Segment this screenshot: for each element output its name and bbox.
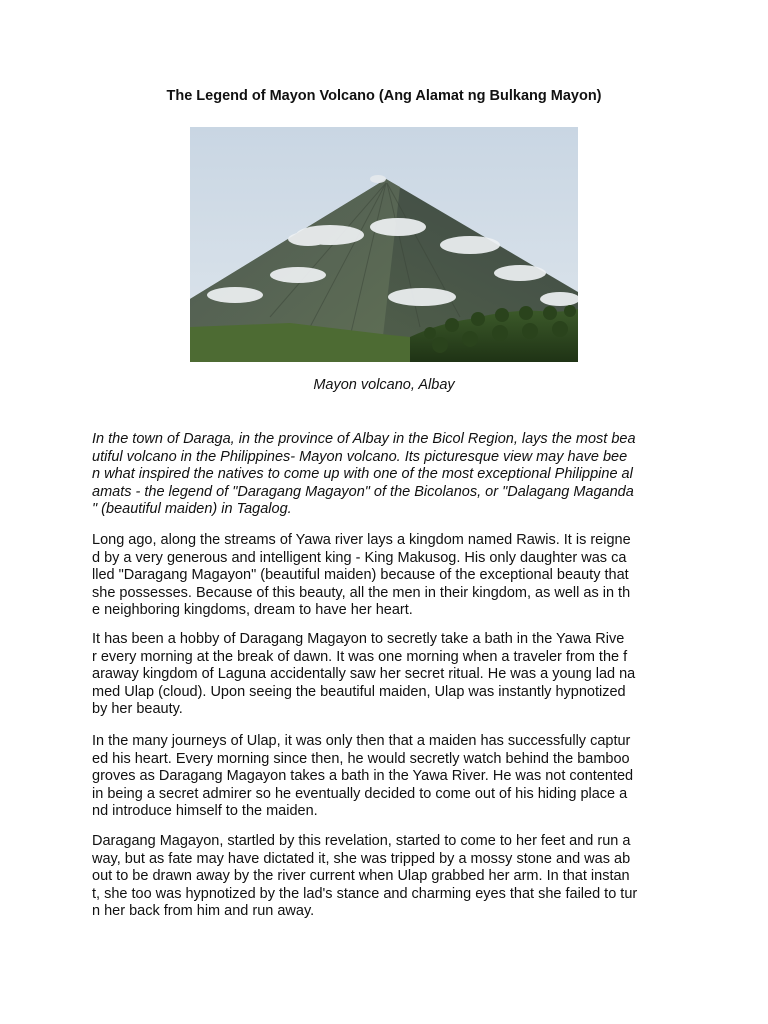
paragraph-line: n what inspired the natives to come up with one of the most exceptional Philippine al (92, 466, 633, 482)
paragraph-line: In the town of Daraga, in the province of Albay in the Bicol Region, lays the most bea (92, 431, 636, 447)
paragraph-line: med Ulap (cloud). Upon seeing the beautiful maiden, Ulap was instantly hypnotized (92, 683, 626, 700)
paragraph-line: utiful volcano in the Philippines- Mayon volcano. Its picturesque view may have bee (92, 448, 628, 465)
paragraph-journeys (92, 733, 682, 821)
paragraph-line: lled "Daragang Magayon" (beautiful maiden) because of the exceptional beauty that (92, 567, 629, 583)
paragraph-line: r every morning at the break of dawn. It was one morning when a traveler from the f (92, 648, 628, 665)
paragraph-line: way, but as fate may have dictated it, she was tripped by a mossy stone and was ab (92, 850, 631, 867)
paragraph-intro (92, 431, 682, 519)
paragraph-line: araway kingdom of Laguna accidentally saw her secret ritual. He was a young lad na (92, 666, 636, 682)
paragraph-line: " (beautiful maiden) in Tagalog. (92, 501, 292, 517)
paragraph-line: groves as Daragang Magayon takes a bath in the Yawa River. He was not contented (92, 768, 634, 784)
paragraph-line: d by a very generous and intelligent king - King Makusog. His only daughter was ca (92, 549, 627, 566)
paragraph-line: by her beauty. (92, 701, 183, 717)
paragraph-line: In the many journeys of Ulap, it was only then that a maiden has successfully captur (92, 733, 631, 749)
paragraph-line: amats - the legend of "Daragang Magayon" of the Bicolanos, or "Dalagang Maganda (92, 483, 634, 500)
paragraph-line: nd introduce himself to the maiden. (92, 803, 318, 819)
paragraph-line: out to be drawn away by the river current when Ulap grabbed her arm. In that instan (92, 868, 630, 884)
paragraph-line: in being a secret admirer so he eventually decided to come out of his hiding place a (92, 785, 628, 802)
paragraph-bath (92, 631, 682, 719)
paragraph-line: ed his heart. Every morning since then, he would secretly watch behind the bamboo (92, 750, 630, 767)
paragraph-line: Long ago, along the streams of Yawa river lays a kingdom named Rawis. It is reigne (92, 532, 631, 548)
mayon-volcano-photo (190, 127, 578, 362)
paragraph-line: It has been a hobby of Daragang Magayon to secretly take a bath in the Yawa Rive (92, 631, 625, 647)
paragraph-line: n her back from him and run away. (92, 903, 315, 919)
paragraph-line: e neighboring kingdoms, dream to have her heart. (92, 602, 413, 618)
figure-caption: Mayon volcano, Albay (313, 377, 455, 393)
paragraph-line: t, she too was hypnotized by the lad's stance and charming eyes that she failed to tur (92, 885, 638, 902)
paragraph-line: she possesses. Because of this beauty, all the men in their kingdom, as well as in th (92, 584, 631, 601)
document-title: The Legend of Mayon Volcano (Ang Alamat ng Bulkang Mayon) (166, 88, 602, 104)
paragraph-startled (92, 833, 682, 921)
paragraph-kingdom (92, 532, 682, 620)
paragraph-line: Daragang Magayon, startled by this revelation, started to come to her feet and run a (92, 833, 631, 849)
